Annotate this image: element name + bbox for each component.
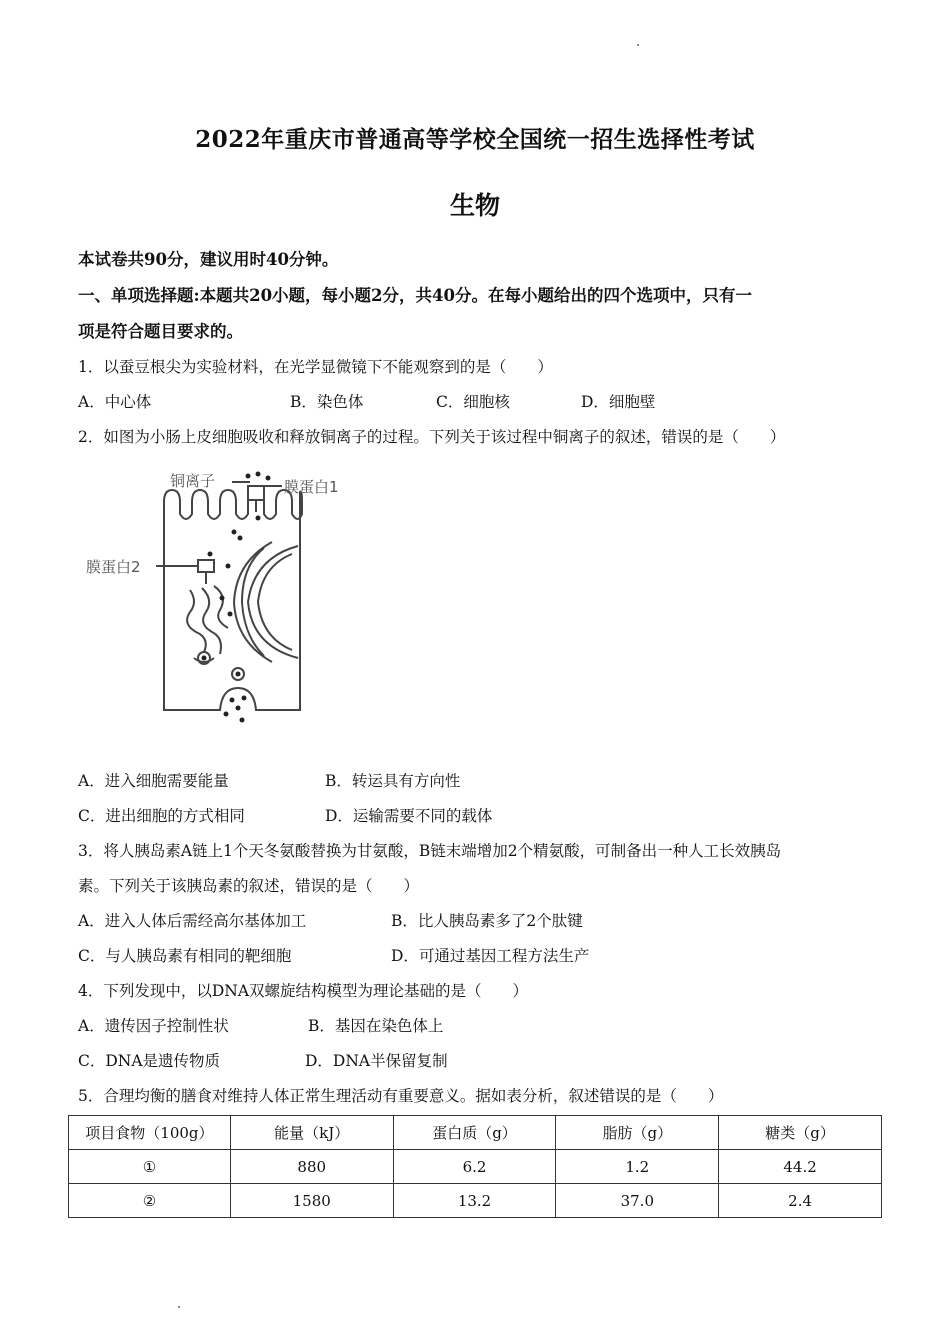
table-cell: ② — [69, 1184, 231, 1218]
q4-option-a: A．遗传因子控制性状 — [78, 1017, 229, 1035]
q1-option-d: D．细胞壁 — [581, 393, 656, 411]
table-cell: 2.4 — [719, 1184, 882, 1218]
table-cell: 1.2 — [556, 1150, 719, 1184]
membrane-protein-1 — [248, 486, 264, 500]
membrane-protein-2 — [198, 560, 214, 572]
table-cell: 1580 — [230, 1184, 393, 1218]
header-cell: 糖类（g） — [719, 1116, 882, 1150]
table-header-row — [69, 1116, 882, 1150]
label-membrane-protein-2: 膜蛋白2 — [86, 558, 141, 576]
q3-option-b: B．比人胰岛素多了2个肽键 — [391, 912, 583, 930]
nucleus — [248, 546, 298, 658]
nutrition-table — [68, 1115, 882, 1218]
label-membrane-protein-1: 膜蛋白1 — [284, 478, 339, 496]
label-copper-ion: 铜离子 — [170, 472, 216, 490]
q4-option-b: B．基因在染色体上 — [308, 1017, 444, 1035]
q3-stem-line1: 3．将人胰岛素A链上1个天冬氨酸替换为甘氨酸，B链末端增加2个精氨酸，可制备出一种人工长效胰岛 — [78, 842, 782, 860]
q4-option-c: C．DNA是遗传物质 — [78, 1052, 221, 1070]
table-cell: 44.2 — [719, 1150, 882, 1184]
q1-stem: 1．以蚕豆根尖为实验材料，在光学显微镜下不能观察到的是（ ） — [78, 358, 553, 376]
q3-option-d: D．可通过基因工程方法生产 — [391, 947, 590, 965]
header-cell: 脂肪（g） — [556, 1116, 719, 1150]
table-cell: 13.2 — [393, 1184, 556, 1218]
intestinal-cell-diagram — [86, 462, 356, 732]
header-cell: 能量（kJ） — [230, 1116, 393, 1150]
q2-option-a: A．进入细胞需要能量 — [78, 772, 229, 790]
q4-option-d: D．DNA半保留复制 — [305, 1052, 448, 1070]
q1-option-c: C．细胞核 — [436, 393, 510, 411]
section-heading-line1: 一、单项选择题:本题共20小题，每小题2分，共40分。在每小题给出的四个选项中，只有一 — [78, 286, 752, 305]
q2-option-d: D．运输需要不同的载体 — [325, 807, 493, 825]
q1-option-b: B．染色体 — [290, 393, 364, 411]
table-cell: 37.0 — [556, 1184, 719, 1218]
table-row — [69, 1150, 882, 1184]
scan-speck — [637, 44, 639, 46]
exam-note: 本试卷共90分，建议用时40分钟。 — [78, 250, 339, 269]
q2-option-c: C．进出细胞的方式相同 — [78, 807, 245, 825]
q3-option-a: A．进入人体后需经高尔基体加工 — [78, 912, 307, 930]
section-heading-line2: 项是符合题目要求的。 — [78, 322, 243, 341]
table-cell: 880 — [230, 1150, 393, 1184]
table-row — [69, 1184, 882, 1218]
q4-stem: 4．下列发现中，以DNA双螺旋结构模型为理论基础的是（ ） — [78, 982, 529, 1000]
subject-title: 生物 — [449, 191, 500, 220]
scan-speck — [178, 1306, 180, 1308]
q2-option-b: B．转运具有方向性 — [325, 772, 461, 790]
header-cell: 蛋白质（g） — [393, 1116, 556, 1150]
header-cell: 项目食物（100g） — [69, 1116, 231, 1150]
q2-stem: 2．如图为小肠上皮细胞吸收和释放铜离子的过程。下列关于该过程中铜离子的叙述，错误的是（ ） — [78, 428, 786, 446]
q3-stem-line2: 素。下列关于该胰岛素的叙述，错误的是（ ） — [78, 877, 420, 895]
q1-option-a: A．中心体 — [78, 393, 152, 411]
exam-title: 2022年重庆市普通高等学校全国统一招生选择性考试 — [195, 126, 755, 153]
q5-stem: 5．合理均衡的膳食对维持人体正常生理活动有重要意义。据如表分析，叙述错误的是（ ） — [78, 1087, 724, 1105]
q3-option-c: C．与人胰岛素有相同的靶细胞 — [78, 947, 292, 965]
table-cell: 6.2 — [393, 1150, 556, 1184]
table-cell: ① — [69, 1150, 231, 1184]
